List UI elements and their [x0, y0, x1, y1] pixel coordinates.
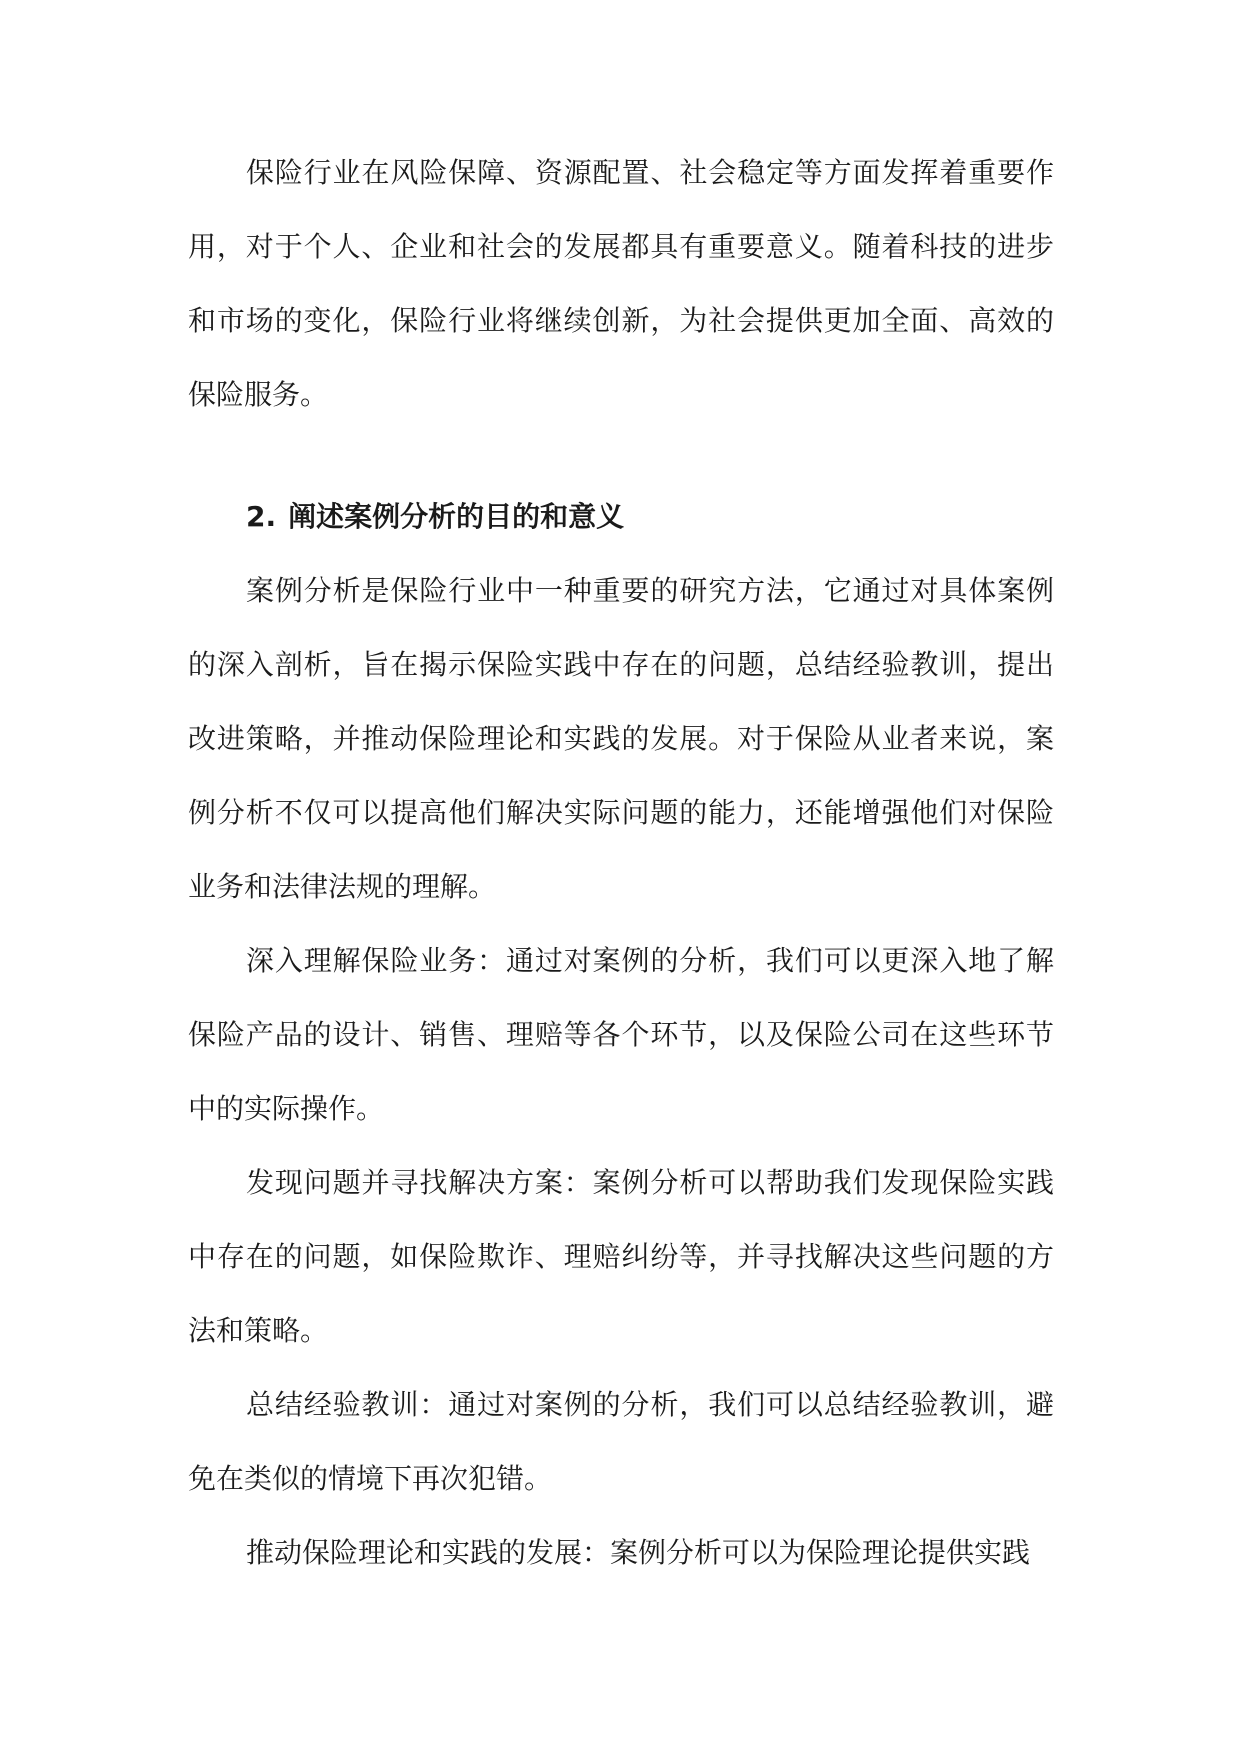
paragraph-understand-business: 深入理解保险业务：通过对案例的分析，我们可以更深入地了解保险产品的设计、销售、理赔等各个环节，以及保险公司在这些环节中的实际操作。	[188, 944, 1054, 1125]
paragraph-case-analysis: 案例分析是保险行业中一种重要的研究方法，它通过对具体案例的深入剖析，旨在揭示保险实践中存在的问题，总结经验教训，提出改进策略，并推动保险理论和实践的发展。对于保险从业者来说，案例分析不仅可以提高他们解决实际问题的能力，还能增强他们对保险业务和法律法规的理解。	[188, 574, 1054, 903]
paragraph-promote-development: 推动保险理论和实践的发展：案例分析可以为保险理论提供实践	[246, 1536, 1031, 1569]
paragraph-find-problems: 发现问题并寻找解决方案：案例分析可以帮助我们发现保险实践中存在的问题，如保险欺诈、理赔纠纷等，并寻找解决这些问题的方法和策略。	[188, 1166, 1054, 1347]
section-title: 阐述案例分析的目的和意义	[288, 500, 625, 533]
section-heading	[188, 480, 1054, 554]
intro-paragraph: 保险行业在风险保障、资源配置、社会稳定等方面发挥着重要作用，对于个人、企业和社会的发展都具有重要意义。随着科技的进步和市场的变化，保险行业将继续创新，为社会提供更加全面、高效的保险服务。	[188, 156, 1054, 411]
section-number: 2.	[246, 500, 277, 533]
document-body	[188, 136, 1054, 1590]
paragraph-lessons-learned: 总结经验教训：通过对案例的分析，我们可以总结经验教训，避免在类似的情境下再次犯错。	[188, 1388, 1054, 1495]
